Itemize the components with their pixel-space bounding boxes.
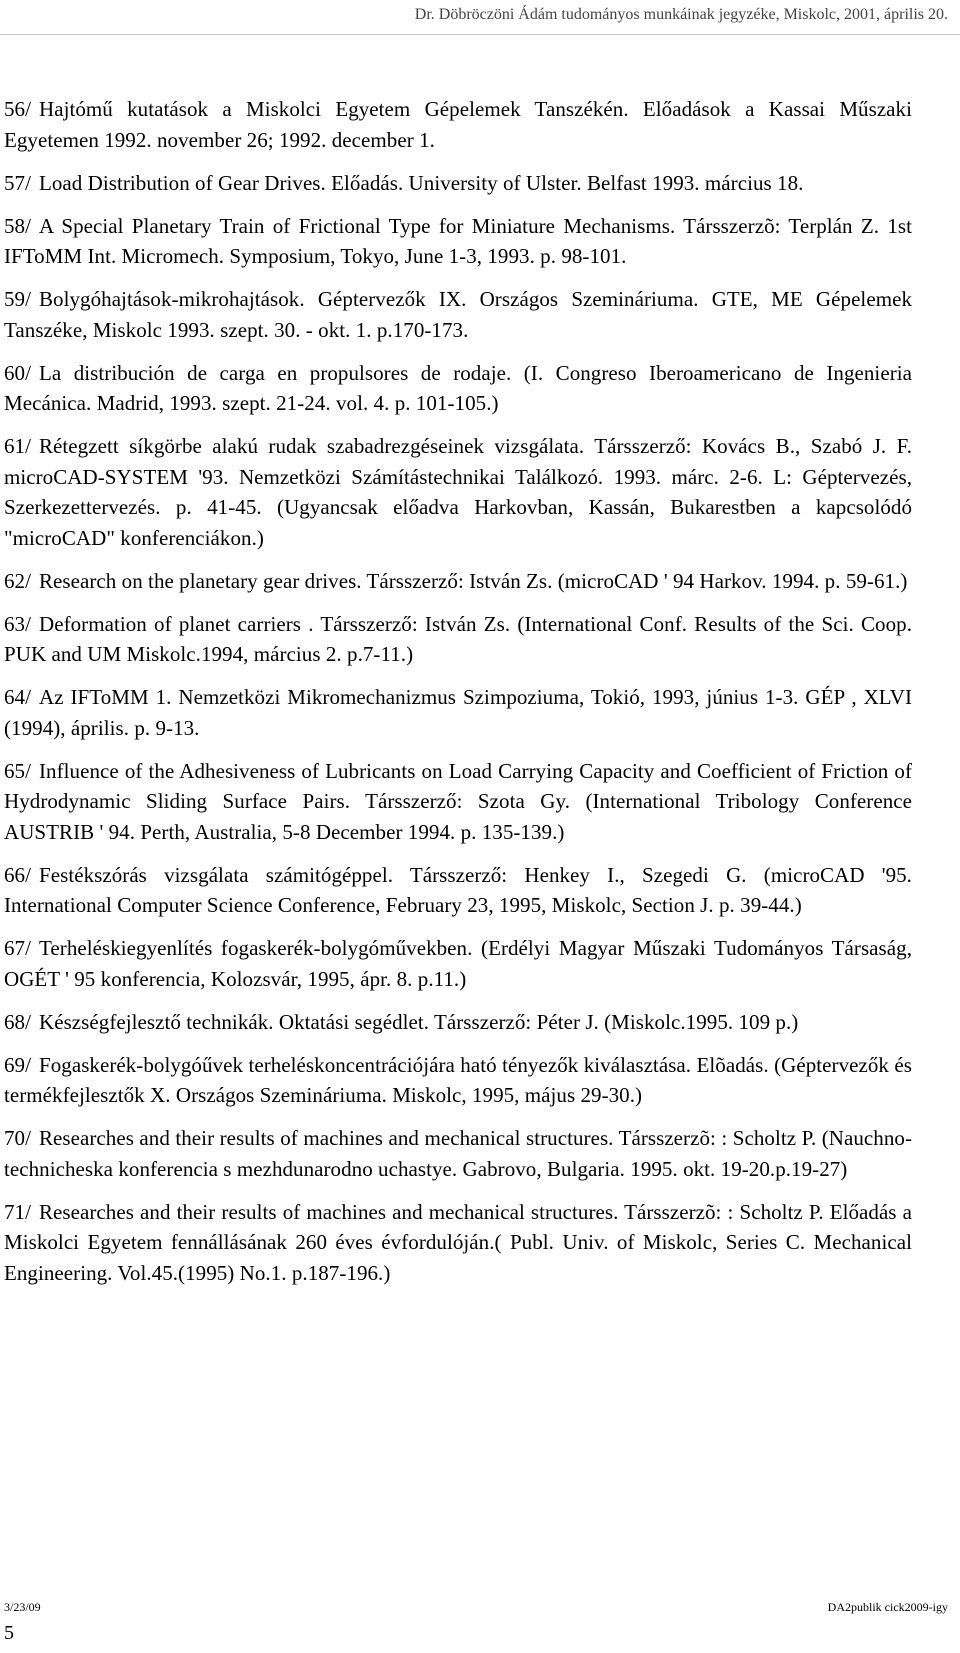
publication-entry xyxy=(4,682,912,743)
entry-number: 62/ xyxy=(4,568,31,593)
entry-number: 67/ xyxy=(4,936,31,960)
publication-entry xyxy=(4,566,912,597)
entry-number: 64/ xyxy=(4,685,31,709)
publication-entry xyxy=(4,933,912,994)
publication-entry xyxy=(4,860,912,921)
publication-entry xyxy=(4,94,912,155)
running-header: Dr. Döbröczöni Ádám tudományos munkáinak jegyzéke, Miskolc, 2001, április 20. xyxy=(414,6,948,23)
entry-number: 68/ xyxy=(4,1009,31,1034)
publication-entry xyxy=(4,1123,912,1184)
entry-text: Influence of the Adhesiveness of Lubricants on Load Carrying Capacity and Coefficient of Friction of Hydrodynamic Sliding Surface Pairs. Társszerző: Szota Gy. (International Tribology Conference AUSTRIB ' 94. Perth, Australia, 5-8 December 1994. p. 135-139.) xyxy=(4,758,912,844)
publication-entry xyxy=(4,168,912,199)
entry-text: Deformation of planet carriers . Társszerző: István Zs. (International Conf. Results of the Sci. Coop. PUK and UM Miskolc.1994, március 2. p.7-11.) xyxy=(4,611,912,666)
entry-text: Researches and their results of machines and mechanical structures. Társszerzõ: : Scholtz P. Előadás a Miskolci Egyetem fennállásának 260 éves évfordulóján.( Publ. Univ. of Miskolc, Series C. Mechanical Engineering. Vol.45.(1995) No.1. p.187-196.) xyxy=(4,1199,912,1285)
entry-text: Fogaskerék-bolygóűvek terheléskoncentrációjára ható tényezők kiválasztása. Elõadás. (Géptervezők és termékfejlesztők X. Országos Szemináriuma. Miskolc, 1995, május 29-30.) xyxy=(4,1052,912,1107)
entry-text: Festékszórás vizsgálata számitógéppel. Társszerző: Henkey I., Szegedi G. (microCAD '95. International Computer Science Conference, February 23, 1995, Miskolc, Section J. p. 39-44.) xyxy=(4,862,912,917)
entry-number: 63/ xyxy=(4,611,31,636)
entry-text: Az IFToMM 1. Nemzetközi Mikromechanizmus Szimpoziuma, Tokió, 1993, június 1-3. GÉP , XLVI (1994), április. p. 9-13. xyxy=(4,685,912,740)
publication-entry xyxy=(4,1050,912,1111)
publication-entry xyxy=(4,431,912,553)
entry-text: Hajtómű kutatások a Miskolci Egyetem Gépelemek Tanszékén. Előadások a Kassai Műszaki Egyetemen 1992. november 26; 1992. december 1. xyxy=(4,97,912,152)
entry-text: Rétegzett síkgörbe alakú rudak szabadrezgéseinek vizsgálata. Társszerző: Kovács B., Szabó J. F. microCAD-SYSTEM '93. Nemzetközi Számítástechnikai Találkozó. 1993. márc. 2-6. L: Géptervezés, Szerkezettervezés. p. 41-45. (Ugyancsak előadva Harkovban, Kassán, Bukarestben a kapcsolódó "microCAD" konferenciákon.) xyxy=(4,434,912,550)
entry-text: La distribución de carga en propulsores de rodaje. (I. Congreso Iberoamericano de Ingenieria Mecánica. Madrid, 1993. szept. 21-24. vol. 4. p. 101-105.) xyxy=(4,360,912,415)
entry-number: 69/ xyxy=(4,1052,31,1077)
entry-text: Terheléskiegyenlítés fogaskerék-bolygóművekben. (Erdélyi Magyar Műszaki Tudományos Társaság, OGÉT ' 95 konferencia, Kolozsvár, 1995, ápr. 8. p.11.) xyxy=(4,936,912,991)
publication-entry xyxy=(4,211,912,272)
entry-number: 57/ xyxy=(4,170,31,195)
publication-entry xyxy=(4,1197,912,1289)
entry-number: 66/ xyxy=(4,862,31,887)
publication-entry xyxy=(4,284,912,345)
entry-text: Készségfejlesztő technikák. Oktatási segédlet. Társszerző: Péter J. (Miskolc.1995. 109 p.) xyxy=(39,1009,799,1034)
entry-text: Researches and their results of machines and mechanical structures. Társszerzõ: : Scholtz P. (Nauchno-technicheska konferencia s mezhdunarodno uchastye. Gabrovo, Bulgaria. 1995. okt. 19-20.p.19-27) xyxy=(4,1126,912,1181)
entry-text: Research on the planetary gear drives. Társszerző: István Zs. (microCAD ' 94 Harkov. 1994. p. 59-61.) xyxy=(39,568,908,593)
publication-entry xyxy=(4,609,912,670)
header-rule xyxy=(0,34,960,35)
entry-text: A Special Planetary Train of Frictional Type for Miniature Mechanisms. Társszerzõ: Terplán Z. 1st IFToMM Int. Micromech. Symposium, Tokyo, June 1-3, 1993. p. 98-101. xyxy=(4,213,912,268)
footer-filename: DA2publik cick2009-igy xyxy=(827,1600,948,1614)
footer-date: 3/23/09 xyxy=(4,1600,41,1614)
entry-number: 61/ xyxy=(4,434,31,458)
publication-entry xyxy=(4,1007,912,1038)
publication-entry xyxy=(4,358,912,419)
entry-number: 58/ xyxy=(4,213,31,238)
entry-number: 65/ xyxy=(4,758,31,783)
entry-text: Bolygóhajtások-mikrohajtások. Géptervezők IX. Országos Szemináriuma. GTE, ME Gépelemek Tanszéke, Miskolc 1993. szept. 30. - okt. 1. p.170-173. xyxy=(4,287,912,342)
page-number: 5 xyxy=(4,1622,14,1644)
publication-list xyxy=(4,94,912,1301)
entry-text: Load Distribution of Gear Drives. Előadás. University of Ulster. Belfast 1993. március 18. xyxy=(39,170,804,195)
entry-number: 59/ xyxy=(4,287,31,311)
entry-number: 71/ xyxy=(4,1199,31,1224)
entry-number: 60/ xyxy=(4,360,31,385)
entry-number: 56/ xyxy=(4,97,31,121)
entry-number: 70/ xyxy=(4,1126,31,1150)
publication-entry xyxy=(4,756,912,848)
